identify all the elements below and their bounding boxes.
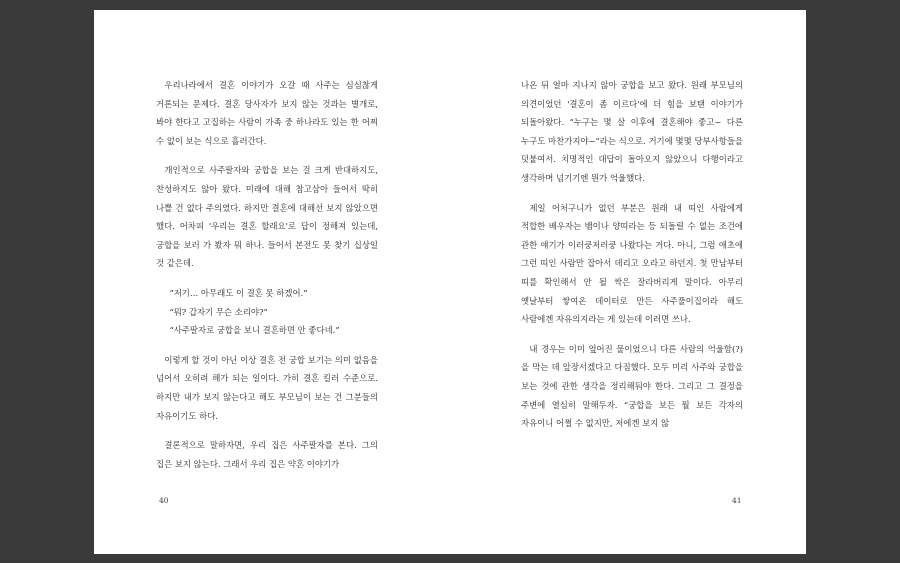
- paragraph: 제일 어처구니가 없던 부분은 원래 내 띠인 사람에게 적합한 배우자는 뱀이나 양띠라는 등 되돌릴 수 없는 조건에 관한 얘기가 이러쿵저러쿵 나왔다는 거다. 아니, 그럼 애초에 그런 띠인 사람만 잡아서 데리고 오라고 하던지. 첫 만남부터 띠를 확인해서 안 될 싹은 잘라버리게 말이다. 아무리 옛날부터 쌓여온 데이터로 만든 사주풀이집이라 해도 사람에겐 자유의지라는 게 있는데 이러면 쓰나.: [521, 202, 743, 325]
- paragraph: 나온 뒤 얼마 지나지 않아 궁합을 보고 왔다. 원래 부모님의 의견이었던 '결혼이 좀 이르다'에 더 힘을 보탠 이야기가 되돌아왔다. “누구는 몇 살 이후에 결혼해야 좋고~ 다른 누구도 마찬가지야~”라는 식으로. 거기에 몇몇 당부사항들을 덧붙여서. 치명적인 대답이 돌아오지 않았으니 다행이라고 생각하며 넘기기엔 뭔가 억울했다.: [521, 80, 743, 183]
- paragraph: 이렇게 할 것이 아닌 이상 결혼 전 궁합 보기는 의미 없음을 넘어서 오히려 해가 되는 일이다. 가히 결혼 킬러 수준으로. 하지만 내가 보지 않는다고 해도 부모님이 보는 건 그분들의 자유이기도 하다.: [156, 354, 378, 421]
- paragraph: 우리나라에서 결혼 이야기가 오갈 때 사주는 심심찮게 거론되는 문제다. 결혼 당사자가 보지 않는 것과는 별개로, 봐야 한다고 고집하는 사람이 가족 중 하나라도 있는 한 어찌 수 없이 보는 식으로 흘러간다.: [156, 80, 378, 146]
- left-page: [156, 76, 378, 484]
- paragraph: 결론적으로 말하자면, 우리 집은 사주팔자를 본다. 그의 집은 보지 않는다. 그래서 우리 집은 약혼 이야기가: [156, 440, 378, 469]
- paragraph: 내 경우는 이미 엎어진 물이었으니 다른 사람의 억울함(?)을 막는 데 앞장서겠다고 다짐했다. 모두 미리 사주와 궁합을 보는 것에 관한 생각을 정리해둬야 한다. 그리고 그 결정을 주변에 열심히 말해두자. “궁합을 보든 뭘 보든 각자의 자유이니 어쩔 수 없지만, 저에겐 보지 않: [521, 343, 743, 429]
- right-page: [521, 76, 743, 444]
- dialog-line: “저기… 아무래도 이 결혼 못 하겠어.”: [169, 287, 308, 298]
- page-number-left: 40: [159, 496, 169, 505]
- paragraph: 개인적으로 사주팔자와 궁합을 보는 걸 크게 반대하지도, 찬성하지도 않아 왔다. 미래에 대해 참고삼아 들어서 딱히 나쁠 건 없다 주의였다. 하지만 결혼에 대해선 보지 않았으면 했다. 어차피 '우리는 결혼 할래요'로 답이 정해져 있는데, 궁합을 보러 가 봤자 뭐 하나. 들어서 본전도 못 찾기 십상일 것 같은데.: [156, 165, 378, 269]
- dialog-line: “사주팔자로 궁합을 보니 결혼하면 안 좋다네.”: [169, 325, 340, 336]
- page-number-right: 41: [732, 496, 742, 505]
- book-spread: [94, 10, 806, 554]
- dialog-line: “뭐? 갑자기 무슨 소리야?”: [169, 306, 268, 317]
